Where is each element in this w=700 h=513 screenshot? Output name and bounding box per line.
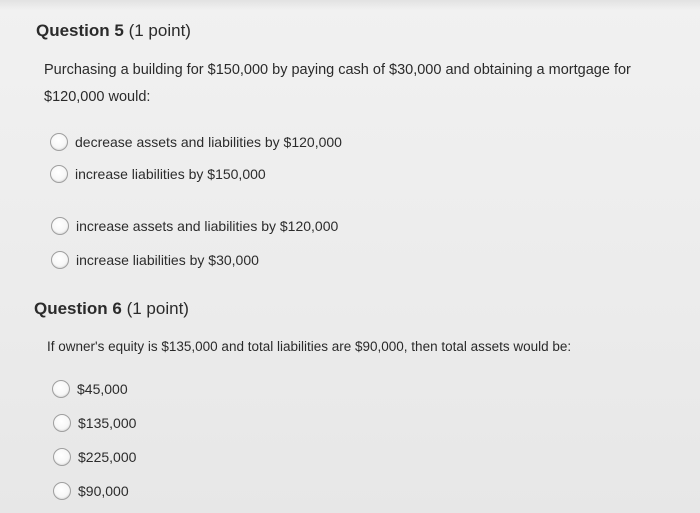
question-5-option-4[interactable] — [51, 251, 259, 269]
question-5-points: (1 point) — [128, 21, 191, 40]
question-5-option-1[interactable] — [50, 133, 342, 151]
question-6-title — [34, 299, 189, 319]
top-edge-shade — [0, 0, 700, 10]
option-label: $135,000 — [78, 415, 137, 431]
question-5-prompt-line-2: $120,000 would: — [44, 89, 151, 105]
option-label: decrease assets and liabilities by $120,000 — [75, 134, 342, 150]
question-5-prompt — [44, 57, 684, 111]
option-label: increase assets and liabilities by $120,000 — [76, 218, 339, 234]
radio-button[interactable] — [51, 251, 69, 269]
radio-button[interactable] — [51, 217, 69, 235]
option-label: increase liabilities by $30,000 — [76, 252, 259, 268]
question-6-option-1[interactable] — [52, 380, 128, 398]
question-6-number: Question 6 — [34, 299, 122, 318]
radio-button[interactable] — [52, 380, 70, 398]
question-6-option-3[interactable] — [53, 448, 136, 466]
question-5-option-2[interactable] — [50, 165, 266, 183]
question-5-prompt-line-1: Purchasing a building for $150,000 by paying cash of $30,000 and obtaining a mortgage for — [44, 62, 631, 78]
radio-button[interactable] — [53, 482, 71, 500]
radio-button[interactable] — [53, 448, 71, 466]
question-6-option-2[interactable] — [53, 414, 136, 432]
option-label: $90,000 — [78, 483, 129, 499]
question-5-title — [36, 21, 191, 41]
radio-button[interactable] — [53, 414, 71, 432]
option-label: $225,000 — [78, 449, 137, 465]
question-6-points: (1 point) — [126, 299, 189, 318]
option-label: increase liabilities by $150,000 — [75, 166, 266, 182]
question-6-option-4[interactable] — [53, 482, 129, 500]
question-5-number: Question 5 — [36, 21, 124, 40]
question-6-prompt — [47, 333, 687, 360]
option-label: $45,000 — [77, 381, 128, 397]
question-6-prompt-line-1: If owner's equity is $135,000 and total liabilities are $90,000, then total assets would be: — [47, 339, 572, 354]
question-5-option-3[interactable] — [51, 217, 338, 235]
radio-button[interactable] — [50, 133, 68, 151]
radio-button[interactable] — [50, 165, 68, 183]
